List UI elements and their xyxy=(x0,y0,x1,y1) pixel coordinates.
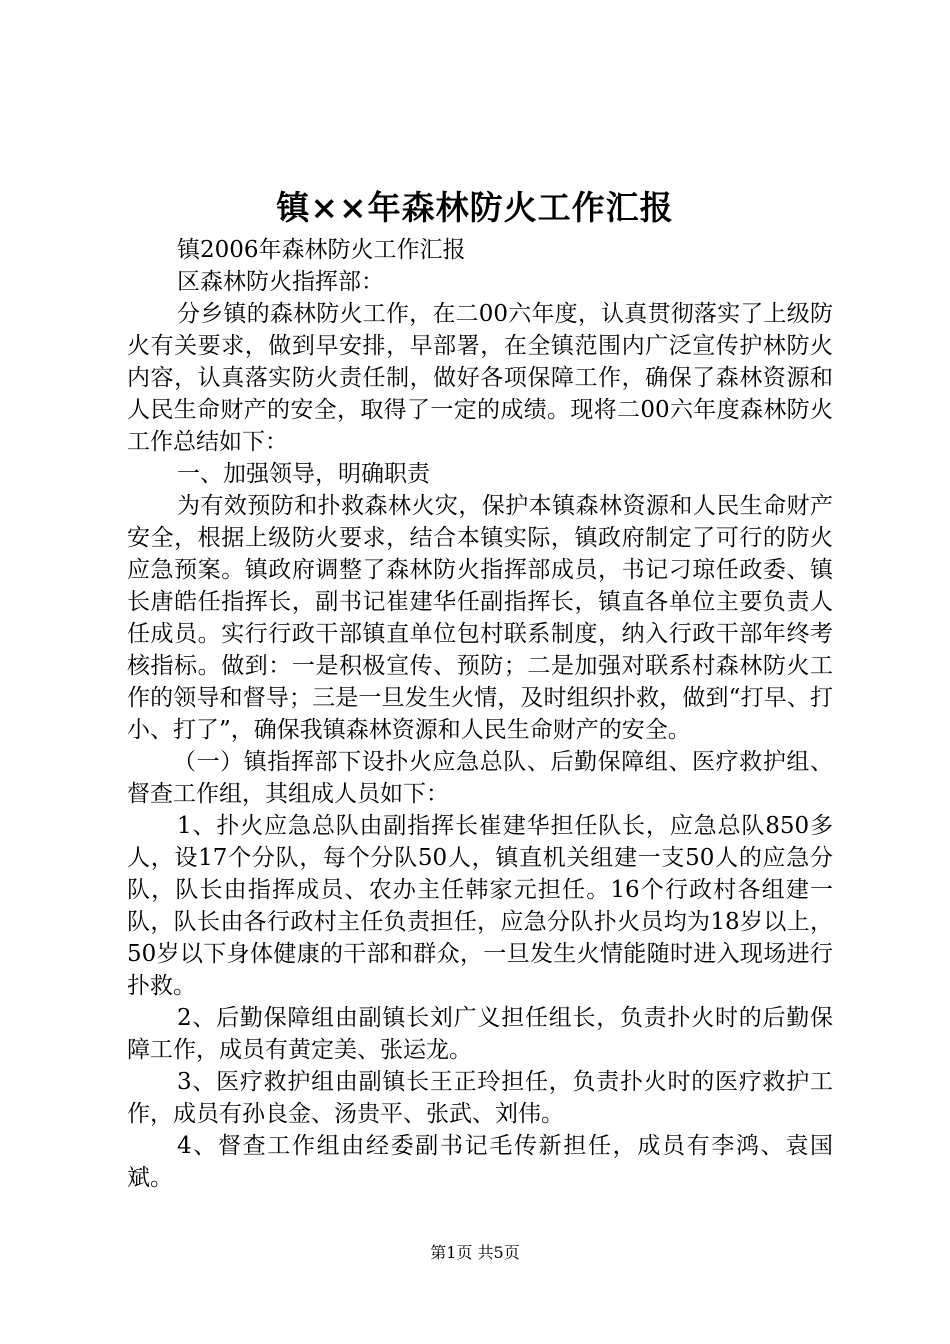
list-item-paragraph: 1、扑火应急总队由副指挥长崔建华担任队长，应急总队850多人，设17个分队，每个分队50人，镇直机关组建一支50人的应急分队，队长由指挥成员、农办主任韩家元担任。16个行政村各组建一队，队长由各行政村主任负责担任，应急分队扑火员均为18岁以上，50岁以下身体健康的干部和群众，一旦发生火情能随时进入现场进行扑救。 xyxy=(127,813,833,999)
list-item-paragraph: 4、督查工作组由经委副书记毛传新担任，成员有李鸿、袁国斌。 xyxy=(127,1133,833,1191)
list-item-paragraph: 3、医疗救护组由副镇长王正玲担任，负责扑火时的医疗救护工作，成员有孙良金、汤贵平、张武、刘伟。 xyxy=(127,1069,833,1127)
addressee-paragraph: 区森林防火指挥部： xyxy=(177,269,384,295)
body-paragraph: 为有效预防和扑救森林火灾，保护本镇森林资源和人民生命财产安全，根据上级防火要求，结合本镇实际，镇政府制定了可行的防火应急预案。镇政府调整了森林防火指挥部成员，书记刁琼任政委、镇长唐皓任指挥长，副书记崔建华任副指挥长，镇直各单位主要负责人任成员。实行行政干部镇直单位包村联系制度，纳入行政干部年终考核指标。做到：一是积极宣传、预防；二是加强对联系村森林防火工作的领导和督导；三是一旦发生火情，及时组织扑救，做到“打早、打小、打了”，确保我镇森林资源和人民生命财产的安全。 xyxy=(127,493,833,743)
subsection-paragraph: （一）镇指挥部下设扑火应急总队、后勤保障组、医疗救护组、督查工作组，其组成人员如下： xyxy=(127,749,833,807)
section-heading: 一、加强领导，明确职责 xyxy=(177,461,430,487)
subtitle-paragraph: 镇2006年森林防火工作汇报 xyxy=(177,237,466,263)
document-body xyxy=(127,234,833,1194)
document-title: 镇××年森林防火工作汇报 xyxy=(276,188,674,227)
list-item-paragraph: 2、后勤保障组由副镇长刘广义担任组长，负责扑火时的后勤保障工作，成员有黄定美、张运龙。 xyxy=(127,1005,833,1063)
intro-paragraph: 分乡镇的森林防火工作，在二00六年度，认真贯彻落实了上级防火有关要求，做到早安排，早部署，在全镇范围内广泛宣传护林防火内容，认真落实防火责任制，做好各项保障工作，确保了森林资源和人民生命财产的安全，取得了一定的成绩。现将二00六年度森林防火工作总结如下： xyxy=(127,301,833,455)
page-footer: 第1页 共5页 xyxy=(430,1243,520,1262)
